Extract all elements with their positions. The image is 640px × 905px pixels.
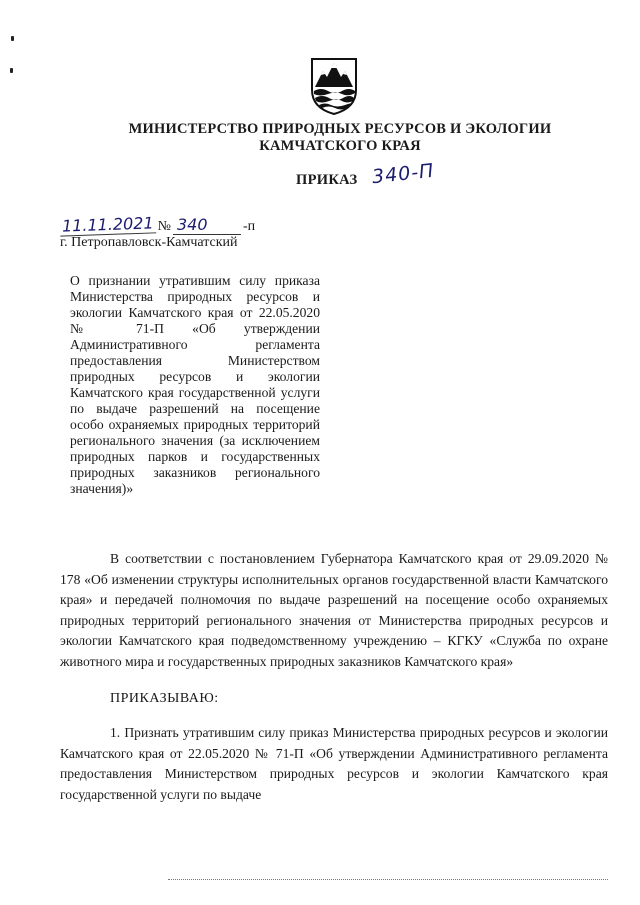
- page-bottom-rule: [168, 879, 608, 880]
- city: г. Петропавловск-Камчатский: [60, 235, 238, 250]
- scan-mark: [10, 68, 13, 73]
- preamble-paragraph: В соответствии с постановлением Губернатора Камчатского края от 29.09.2020 № 178 «Об изменении структуры исполнительных органов государственной власти Камчатского края» и передачей полномочия по выдаче разрешений на посещение особо охраняемых природных территорий регионального значения от Министерства природных ресурсов и экологии Камчатского края подведомственному учреждению – КГКУ «Служба по охране животного мира и государственных природных заказников Камчатского края»: [60, 551, 608, 669]
- order-item-1: 1. Признать утратившим силу приказ Министерства природных ресурсов и экологии Камчатского края от 22.05.2020 № 71-П «Об утверждении Административного регламента предоставления Министерством природных ресурсов и экологии Камчатского края государственной услуги по выдаче: [60, 725, 608, 802]
- number-sign: №: [157, 219, 171, 234]
- kamchatka-coat-of-arms-icon: [309, 56, 359, 116]
- order-number-suffix: -п: [242, 219, 256, 234]
- date-line: [60, 215, 255, 235]
- order-title: ПРИКАЗ: [296, 172, 358, 188]
- order-subject: О признании утратившим силу приказа Министерства природных ресурсов и экологии Камчатского края от 22.05.2020 № 71-П «Об утверждении Административного регламента предоставления Министерством природных ресурсов и экологии Камчатского края государственной услуги по выдаче разрешений на посещение особо охраняемых природных территорий регионального значения (за исключением природных парков и государственных природных заказников регионального значения)»: [70, 273, 320, 496]
- ministry-name-line2: КАМЧАТСКОГО КРАЯ: [259, 138, 421, 154]
- order-handwritten-number: 340-П: [371, 159, 436, 189]
- order-date: 11.11.2021: [60, 213, 156, 236]
- ministry-name-line1: МИНИСТЕРСТВО ПРИРОДНЫХ РЕСУРСОВ И ЭКОЛОГИИ: [128, 121, 552, 137]
- scan-mark: [11, 36, 14, 41]
- order-number: 340: [173, 215, 241, 235]
- order-keyword: ПРИКАЗЫВАЮ:: [110, 691, 219, 706]
